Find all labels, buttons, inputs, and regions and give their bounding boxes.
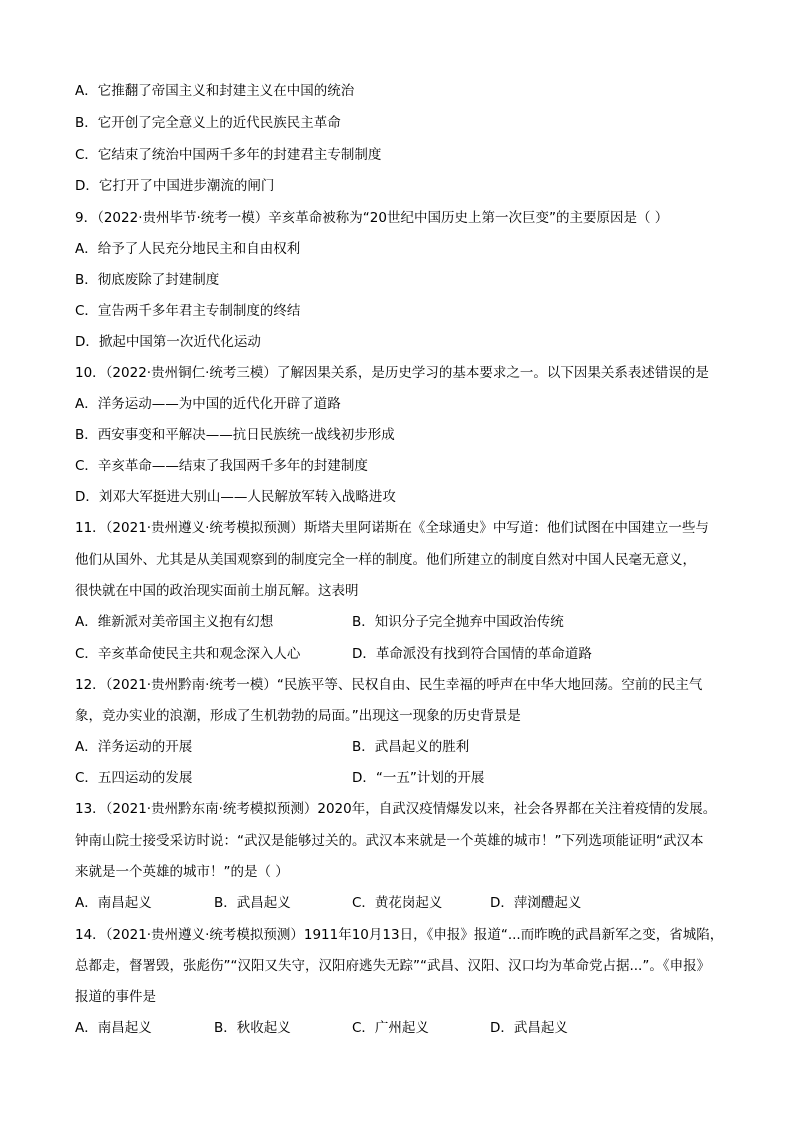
q13-option-a: A．南昌起义 (75, 895, 152, 911)
q8-option-b: B．它开创了完全意义上的近代民族民主革命 (75, 115, 341, 131)
q10-option-a: A．洋务运动——为中国的近代化开辟了道路 (75, 396, 341, 412)
q8-option-d: D．它打开了中国进步潮流的闸门 (75, 178, 275, 194)
q12-option-d: D．“一五”计划的开展 (352, 770, 485, 786)
q13-stem-line3: 来就是一个英雄的城市！”的是（ ） (75, 864, 289, 880)
q9-option-b: B．彻底废除了封建制度 (75, 272, 220, 288)
q9-option-d: D．掀起中国第一次近代化运动 (75, 334, 261, 350)
q14-option-a: A．南昌起义 (75, 1020, 152, 1036)
q11-option-a: A．维新派对美帝国主义抱有幻想 (75, 614, 274, 630)
q12-option-a: A．洋务运动的开展 (75, 739, 193, 755)
q14-stem-line2: 总都走，督署毁，张彪伤”“汉阳又失守，汉阳府逃失无踪”“武昌、汉阳、汉口均为革命党占据...”。《申报》 (75, 958, 711, 974)
q13-option-d: D．萍浏醴起义 (490, 895, 582, 911)
q12-option-b: B．武昌起义的胜利 (352, 739, 470, 755)
q13-option-c: C．黄花岗起义 (352, 895, 443, 911)
q13-stem-line1: 13．（2021·贵州黔东南·统考模拟预测）2020年，自武汉疫情爆发以来，社会各界都在关注着疫情的发展。 (75, 801, 717, 817)
q10-stem: 10．（2022·贵州铜仁·统考三模）了解因果关系，是历史学习的基本要求之一。以下因果关系表述错误的是 (75, 365, 709, 381)
q11-stem-line3: 很快就在中国的政治现实面前土崩瓦解。这表明 (75, 583, 359, 599)
q14-stem-line1: 14．（2021·贵州遵义·统考模拟预测）1911年10月13日，《申报》报道“...而昨晚的武昌新军之变，省城陷， (75, 927, 724, 943)
q12-option-c: C．五四运动的发展 (75, 770, 193, 786)
q12-stem-line1: 12．（2021·贵州黔南·统考一模）“民族平等、民权自由、民生幸福的呼声在中华大地回荡。空前的民主气 (75, 677, 703, 693)
q9-option-c: C．宣告两千多年君主专制制度的终结 (75, 303, 301, 319)
q10-option-c: C．辛亥革命——结束了我国两千多年的封建制度 (75, 458, 368, 474)
q10-option-b: B．西安事变和平解决——抗日民族统一战线初步形成 (75, 427, 395, 443)
q13-option-b: B．武昌起义 (214, 895, 291, 911)
q11-option-d: D．革命派没有找到符合国情的革命道路 (352, 646, 592, 662)
q12-stem-line2: 象，竞办实业的浪潮，形成了生机勃勃的局面。”出现这一现象的历史背景是 (75, 708, 521, 724)
q14-option-b: B．秋收起义 (214, 1020, 291, 1036)
q11-stem-line2: 他们从国外、尤其是从美国观察到的制度完全一样的制度。他们所建立的制度自然对中国人民毫无意义， (75, 552, 696, 568)
q10-option-d: D．刘邓大军挺进大别山——人民解放军转入战略进攻 (75, 489, 396, 505)
q11-stem-line1: 11．（2021·贵州遵义·统考模拟预测）斯塔夫里阿诺斯在《全球通史》中写道：他们试图在中国建立一些与 (75, 520, 709, 536)
q14-stem-line3: 报道的事件是 (75, 989, 156, 1005)
q13-stem-line2: 钟南山院士接受采访时说：“武汉是能够过关的。武汉本来就是一个英雄的城市！”下列选项能证明“武汉本 (75, 833, 704, 849)
q11-option-c: C．辛亥革命使民主共和观念深入人心 (75, 646, 301, 662)
q8-option-c: C．它结束了统治中国两千多年的封建君主专制制度 (75, 147, 382, 163)
q9-stem: 9．（2022·贵州毕节·统考一模）辛亥革命被称为“20世纪中国历史上第一次巨变”的主要原因是（ ） (75, 210, 669, 226)
q14-option-c: C．广州起义 (352, 1020, 429, 1036)
q11-option-b: B．知识分子完全抛弃中国政治传统 (352, 614, 564, 630)
q14-option-d: D．武昌起义 (490, 1020, 568, 1036)
q8-option-a: A．它推翻了帝国主义和封建主义在中国的统治 (75, 83, 355, 99)
q9-option-a: A．给予了人民充分地民主和自由权利 (75, 241, 301, 257)
